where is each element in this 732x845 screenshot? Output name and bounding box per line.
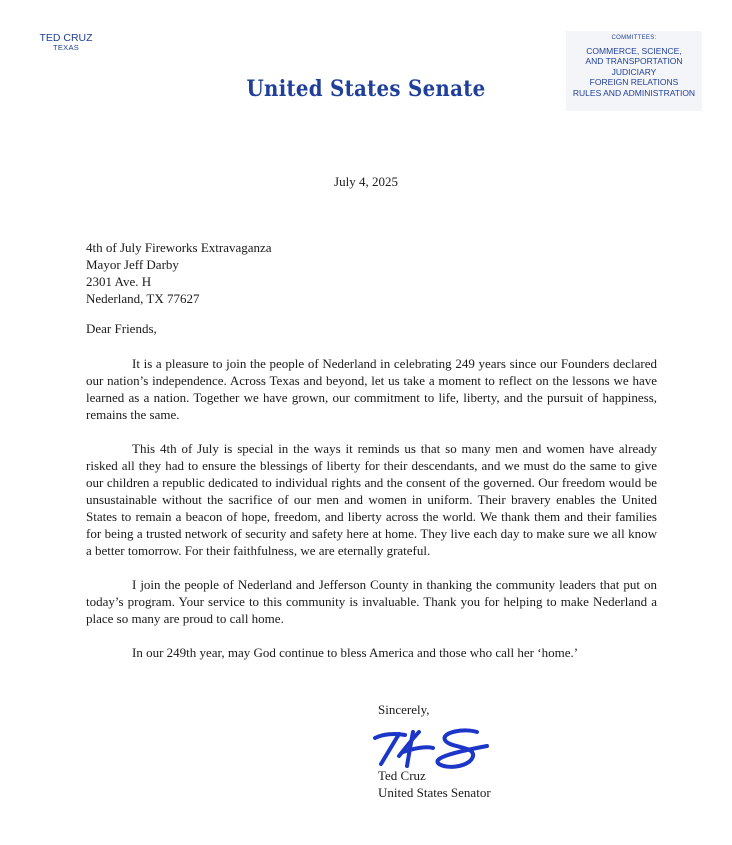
recipient-address bbox=[86, 239, 272, 307]
committee-item: JUDICIARY bbox=[611, 66, 657, 77]
address-line: Mayor Jeff Darby bbox=[86, 257, 179, 272]
salutation: Dear Friends, bbox=[86, 321, 157, 336]
address-line: Nederland, TX 77627 bbox=[86, 291, 200, 306]
sender-state: TEXAS bbox=[52, 43, 80, 53]
body-paragraph: In our 249th year, may God continue to bless America and those who call her ‘home.’ bbox=[132, 645, 579, 660]
address-line: 4th of July Fireworks Extravaganza bbox=[86, 240, 272, 255]
committees-heading: COMMITTEES: bbox=[611, 35, 657, 41]
committee-item: AND TRANSPORTATION bbox=[585, 56, 683, 66]
signature-block bbox=[378, 767, 491, 801]
letter-date: July 4, 2025 bbox=[334, 174, 398, 189]
letter-body bbox=[86, 355, 657, 678]
sender-block bbox=[38, 33, 94, 52]
body-paragraph: I join the people of Nederland and Jefferson County in thanking the community leaders that put on today’s program. Your service to this community is invaluable. Thank you for helping to make Nederland a place so many are proud to call home. bbox=[86, 577, 657, 626]
committee-item: FOREIGN RELATIONS bbox=[589, 77, 679, 87]
signer-title: United States Senator bbox=[378, 785, 491, 800]
closing: Sincerely, bbox=[378, 702, 430, 717]
signer-name: Ted Cruz bbox=[378, 768, 426, 783]
senate-masthead: United States Senate bbox=[246, 76, 486, 102]
committee-item: COMMERCE, SCIENCE, bbox=[586, 45, 682, 56]
body-paragraph: It is a pleasure to join the people of Nederland in celebrating 249 years since our Founders declared our nation’s independence. Across Texas and beyond, let us take a moment to reflect on the lessons we have learned as a nation. Together we have grown, our commitment to life, liberty, and the pursuit of happiness, remains the same. bbox=[86, 356, 657, 422]
committee-item: RULES AND ADMINISTRATION bbox=[572, 87, 696, 98]
address-line: 2301 Ave. H bbox=[86, 274, 152, 289]
sender-name: TED CRUZ bbox=[39, 32, 93, 44]
signature-strokes bbox=[375, 730, 487, 766]
body-paragraph: This 4th of July is special in the ways it reminds us that so many men and women have already risked all they had to ensure the blessings of liberty for their descendants, and we must do the same to give our children a republic dedicated to individual rights and the consent of the governed. Our freedom would be unsustainable without the sacrifice of our men and women in uniform. Their bravery enables the United States to remain a beacon of hope, freedom, and liberty across the world. We thank them and their families for being a trusted network of security and safety here at home. They live each day to make sure we all know a better tomorrow. For their faithfulness, we are eternally grateful. bbox=[86, 441, 657, 558]
